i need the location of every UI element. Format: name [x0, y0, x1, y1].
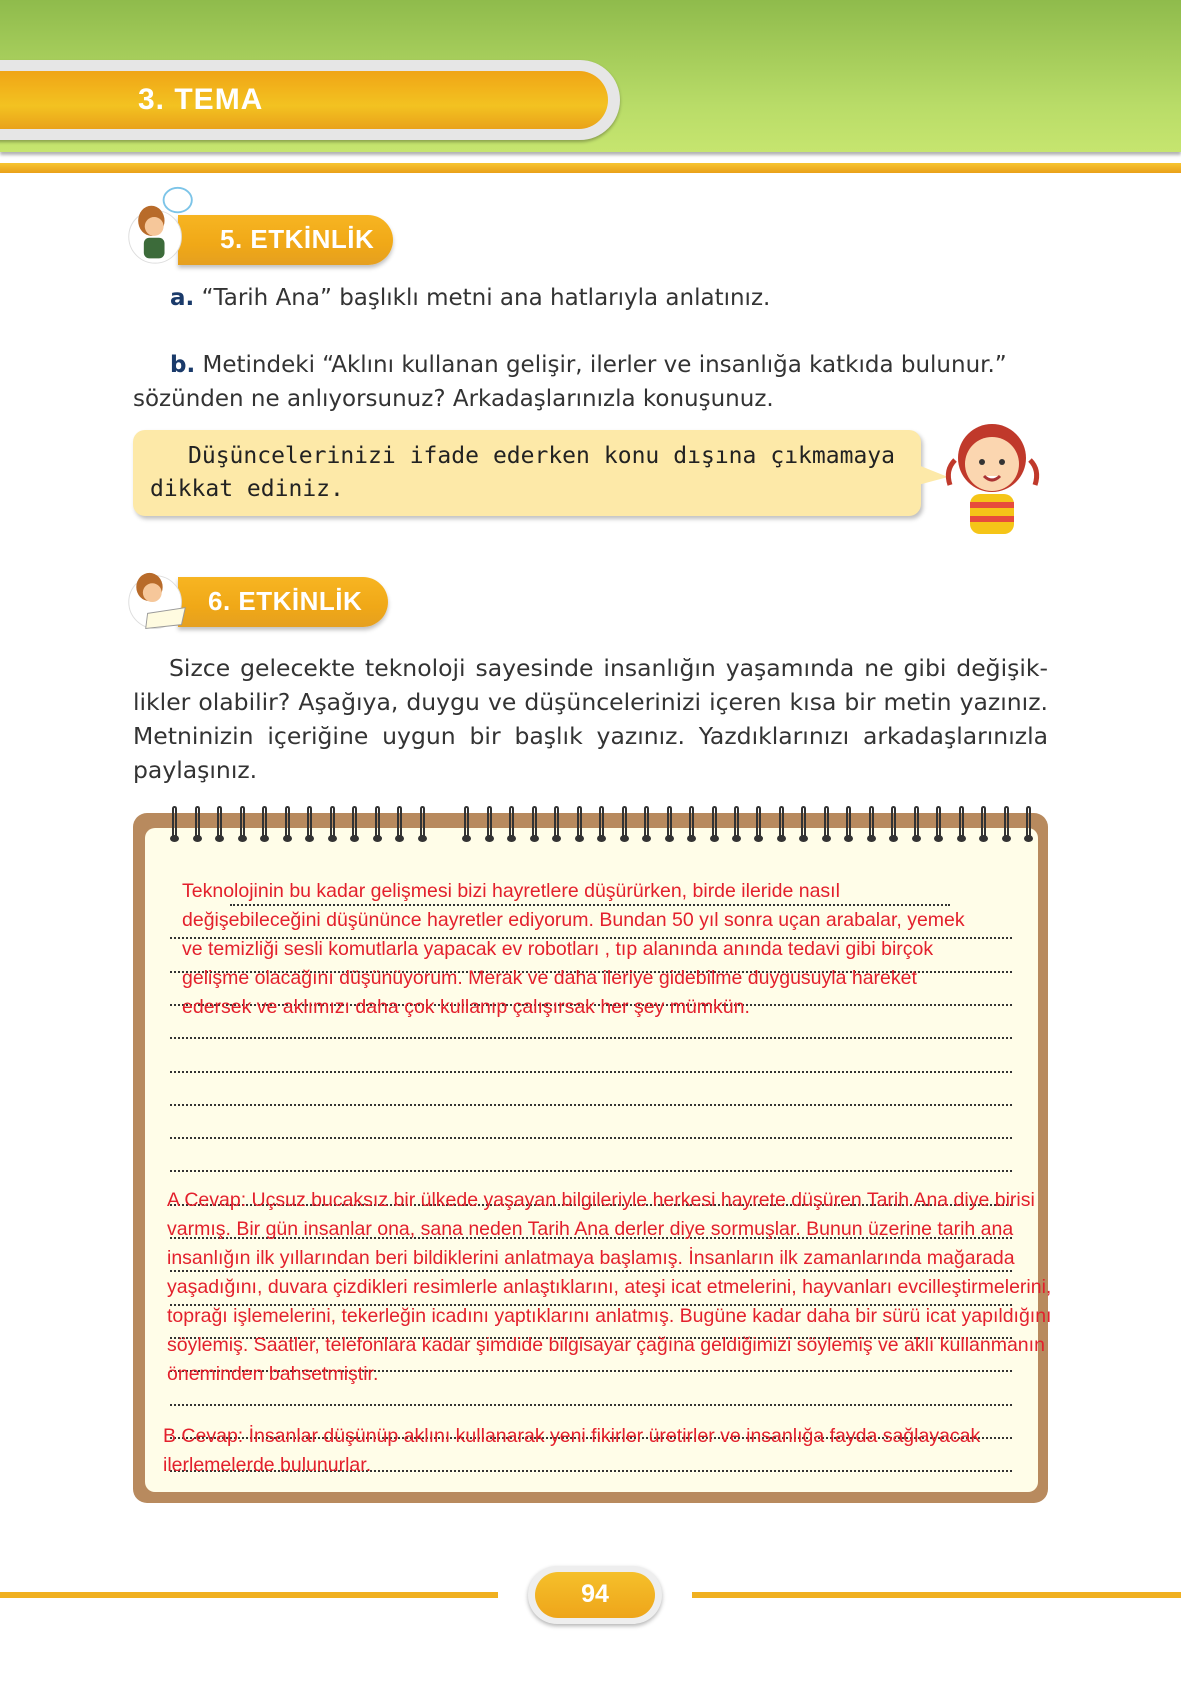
ring-icon	[869, 806, 874, 836]
essay-line: ve temizliği sesli komutlarla yapacak ev robotları , tıp alanında anında tedavi gibi birçok	[182, 938, 934, 960]
girl-speaking-icon	[118, 185, 196, 265]
dotted-line	[170, 1170, 1012, 1172]
activity6-line-1: Sizce gelecekte teknoloji sayesinde insanlığın yaşamında ne gibi değişik-	[169, 654, 1048, 682]
ring-icon	[195, 806, 200, 836]
answer-b-line: B Cevap: İnsanlar düşünüp aklını kullanarak yeni fikirler üretirler ve insanlığa fayda sağlayacak	[163, 1425, 981, 1447]
ring-icon	[689, 806, 694, 836]
ring-icon	[352, 806, 357, 836]
ring-icon	[217, 806, 222, 836]
ring-icon	[959, 806, 964, 836]
ring-icon	[532, 806, 537, 836]
item-b	[170, 352, 1007, 378]
ring-icon	[577, 806, 582, 836]
ring-icon	[801, 806, 806, 836]
answer-a-line: A Cevap: Uçsuz bucaksız bir ülkede yaşayan bilgileriyle herkesi hayrete düşüren Tarih Ana diye birisi	[167, 1189, 1035, 1211]
ring-icon	[644, 806, 649, 836]
item-b-line1: Metindeki “Aklını kullanan gelişir, ilerler ve insanlığa katkıda bulunur.”	[202, 352, 1007, 378]
ring-icon	[464, 806, 469, 836]
ring-icon	[846, 806, 851, 836]
ring-icon	[914, 806, 919, 836]
essay-text	[182, 877, 965, 1022]
ring-icon	[667, 806, 672, 836]
ring-icon	[824, 806, 829, 836]
dotted-line	[170, 1037, 1012, 1039]
answer-a-line: öneminden bahsetmiştir.	[167, 1363, 379, 1385]
item-b-line2: sözünden ne anlıyorsunuz? Arkadaşlarınızla konuşunuz.	[133, 386, 774, 412]
answer-a-line: söylemiş. Saatler, telefonlara kadar şimdide bilgisayar çağına geldiğimizi söylemiş ve aklı kullanmanın	[167, 1334, 1045, 1356]
essay-line: Teknolojinin bu kadar gelişmesi bizi hayretlere düşürürken, birde ileride nasıl	[182, 880, 840, 902]
answer-a-line: yaşadığını, duvara çizdikleri resimlerle anlaştıklarını, ateşi icat etmelerini, hayvanları evcilleştirmelerini,	[167, 1276, 1052, 1298]
activity6-title: 6. ETKİNLİK	[208, 586, 363, 616]
footer-line-left	[0, 1592, 498, 1598]
ring-icon	[307, 806, 312, 836]
ring-icon	[981, 806, 986, 836]
ring-icon	[172, 806, 177, 836]
ring-icon	[1026, 806, 1031, 836]
answer-b	[163, 1422, 980, 1480]
girl-character-icon	[940, 410, 1045, 535]
ring-icon	[891, 806, 896, 836]
ring-icon	[779, 806, 784, 836]
ring-icon	[734, 806, 739, 836]
ring-icon	[712, 806, 717, 836]
activity6-line-4: paylaşınız.	[133, 756, 258, 784]
tip-text: Düşüncelerinizi ifade ederken konu dışına çıkmamaya dikkat ediniz.	[150, 443, 895, 502]
ring-icon	[936, 806, 941, 836]
item-a-text: “Tarih Ana” başlıklı metni ana hatlarıyla anlatınız.	[201, 285, 771, 311]
ring-icon	[622, 806, 627, 836]
activity5-title: 5. ETKİNLİK	[220, 224, 375, 254]
activity6-line-2: likler olabilir? Aşağıya, duygu ve düşüncelerinizi içeren kısa bir metin yazınız.	[133, 688, 1048, 716]
ring-icon	[397, 806, 402, 836]
ring-icon	[1004, 806, 1009, 836]
dotted-line	[170, 1104, 1012, 1106]
answer-a-line: insanlığın ilk yıllarından beri bildiklerini anlatmaya başlamış. İnsanların ilk zamanlarında mağarada	[167, 1247, 1015, 1269]
girl-writing-icon	[118, 555, 196, 635]
ring-icon	[509, 806, 514, 836]
answer-a-line: varmış. Bir gün insanlar ona, sana neden Tarih Ana derler diye sormuşlar. Bunun üzerine tarih ana	[167, 1218, 1014, 1240]
ring-icon	[420, 806, 425, 836]
answer-b-line: ilerlemelerde bulunurlar.	[163, 1454, 372, 1476]
ring-icon	[599, 806, 604, 836]
essay-line: edersek ve aklımızı daha çok kullanıp çalışırsak her şey mümkün.	[182, 996, 750, 1018]
ring-icon	[375, 806, 380, 836]
answer-a-line: toprağı işlemelerini, tekerleğin icadını yaptıklarını anlatmış. Bugüne kadar daha bir sürü icat yapıldığını	[167, 1305, 1052, 1327]
essay-line: değişebileceğini düşününce hayretler ediyorum. Bundan 50 yıl sonra uçan arabalar, yemek	[182, 909, 965, 931]
ring-icon	[554, 806, 559, 836]
footer-line-right	[692, 1592, 1181, 1598]
item-a-label: a.	[170, 285, 195, 311]
ring-icon	[487, 806, 492, 836]
dotted-line	[170, 1404, 1012, 1406]
ring-icon	[756, 806, 761, 836]
answer-a	[167, 1186, 1051, 1389]
theme-title: 3. TEMA	[138, 83, 264, 116]
page-number: 94	[581, 1580, 609, 1608]
ring-icon	[285, 806, 290, 836]
theme-banner	[0, 71, 608, 129]
activity6-line-3: Metninizin içeriğine uygun bir başlık yazınız. Yazdıklarınızı arkadaşlarınızla	[133, 722, 1048, 750]
header-divider	[0, 163, 1181, 173]
item-b-label: b.	[170, 352, 196, 378]
ring-icon	[330, 806, 335, 836]
dotted-line	[170, 1137, 1012, 1139]
ring-icon	[262, 806, 267, 836]
item-a	[170, 285, 770, 311]
essay-line: gelişme olacağını düşünüyorum. Merak ve daha ileriye gidebilme duygusuyla hareket	[182, 967, 917, 989]
ring-icon	[240, 806, 245, 836]
dotted-line	[170, 1071, 1012, 1073]
